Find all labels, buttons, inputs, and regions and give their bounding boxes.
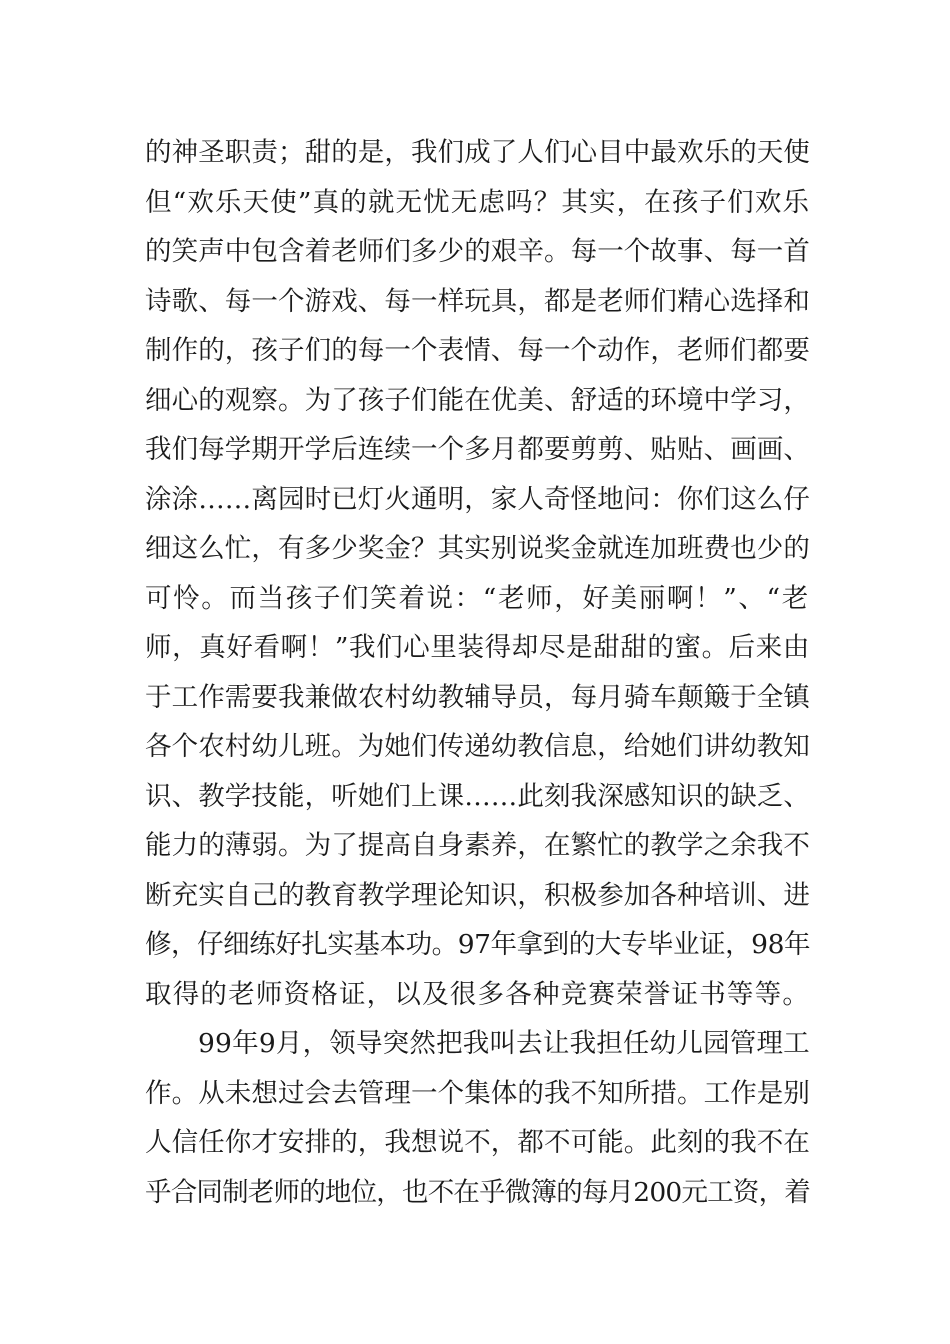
text-line: 于工作需要我兼做农村幼教辅导员，每月骑车颠簸于全镇 — [145, 681, 810, 713]
text-line: 取得的老师资格证，以及很多各种竞赛荣誉证书等等。 — [145, 978, 811, 1010]
text-line: 各个农村幼儿班。为她们传递幼教信息，给她们讲幼教知 — [145, 731, 810, 762]
text-line: 作。从未想过会去管理一个集体的我不知所措。工作是别 — [145, 1077, 810, 1109]
body-text — [145, 128, 810, 1217]
text-line: 的笑声中包含着老师们多少的艰辛。每一个故事、每一首 — [145, 236, 810, 267]
text-line: 我们每学期开学后连续一个多月都要剪剪、贴贴、画画、 — [145, 434, 810, 465]
text-line: 可怜。而当孩子们笑着说：“老师，好美丽啊！”、“老 — [145, 582, 810, 614]
text-line: 涂涂……离园时已灯火通明，家人奇怪地问：你们这么仔 — [145, 483, 810, 515]
text-line: 但“欢乐天使”真的就无忧无虑吗？其实，在孩子们欢乐 — [145, 186, 811, 218]
text-line: 人信任你才安排的，我想说不，都不可能。此刻的我不在 — [145, 1127, 810, 1158]
text-line: 修，仔细练好扎实基本功。97年拿到的大专毕业证，98年 — [145, 929, 811, 960]
text-line: 细这么忙，有多少奖金？其实别说奖金就连加班费也少的 — [145, 533, 810, 564]
text-line: 制作的，孩子们的每一个表情、每一个动作，老师们都要 — [145, 335, 810, 366]
text-line: 诗歌、每一个游戏、每一样玩具，都是老师们精心选择和 — [145, 285, 810, 317]
text-line: 的神圣职责；甜的是，我们成了人们心目中最欢乐的天使 — [145, 137, 810, 168]
paragraph-first-line: 99年9月，领导突然把我叫去让我担任幼儿园管理工 — [198, 1028, 810, 1059]
text-line: 能力的薄弱。为了提高自身素养，在繁忙的教学之余我不 — [145, 830, 810, 861]
text-line: 断充实自己的教育教学理论知识，积极参加各种培训、进 — [145, 879, 810, 911]
text-line: 师，真好看啊！”我们心里装得却尽是甜甜的蜜。后来由 — [145, 632, 811, 663]
text-line: 识、教学技能，听她们上课……此刻我深感知识的缺乏、 — [145, 780, 810, 812]
text-line: 细心的观察。为了孩子们能在优美、舒适的环境中学习， — [145, 384, 810, 416]
text-line: 乎合同制老师的地位，也不在乎微簿的每月200元工资，着 — [145, 1176, 810, 1208]
